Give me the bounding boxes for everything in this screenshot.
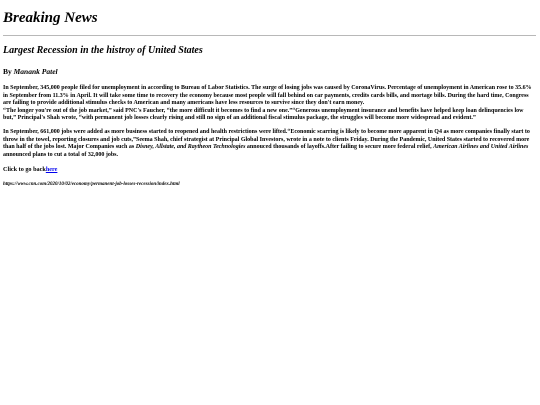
page [0, 0, 540, 188]
author-name: Manank Patel [13, 67, 58, 76]
divider [3, 35, 536, 36]
back-link[interactable]: here [45, 166, 58, 174]
back-text: Click to go back [3, 166, 46, 174]
paragraph-3-text-a: In September, 661,000 jobs were added as more business started to reopened and health restrictions were lifted.“Economic scarring is likely to become more apparent in Q4 as more companies finally start to throw in the towel, reporting closures and job cuts,”Seema Shah, chief strategist at Principal Global Investors, wrote in a note to clients Friday. During the Pandemic, United States started to recovered more than half of the jobs lost. Major Companies such as [3, 128, 530, 151]
byline-prefix: By [3, 67, 14, 76]
article-body [3, 85, 536, 159]
byline [3, 67, 536, 77]
paragraph-2: “The longer you're out of the job market,” said PNC's Faucher, “the more difficult it becomes to find a new one.”“Generous unemployment insurance and benefits have helped keep loan delinquencies low but,” Principal's Shah wrote, “with permanent job losses clearly rising and still no sign of an additional fiscal stimulus package, the struggles will become more widespread and evident.” [3, 107, 524, 122]
back-line [3, 166, 536, 174]
page-title: Breaking News [3, 10, 98, 26]
paragraph-1: In September, 345,000 people filed for unemployment in according to Bureau of Labor Statistics. The surge of losing jobs was caused by CoronaVirus. Percentage of unemployment in American rose to 35.6% in September from 11.3% in April. It will take some time to recovery the economy because most people will fall behind on car payments, credits cards bills, and mortage bills. During the hard time, Congress are failing to provide additional stimulus checks to American and many americans have less resources to survive since they don't earn money. [3, 85, 532, 107]
companies-mention: Disney, Allstate, and Raytheon Technologies [135, 144, 246, 151]
article-headline: Largest Recession in the histroy of United States [3, 45, 203, 56]
paragraph-3-text-b: annouced thousands of layoffs.After failing to secure more federal relief, [245, 144, 434, 151]
paragraph-3 [3, 129, 536, 159]
source-url: https://www.cnn.com/2020/10/02/economy/permanent-job-losses-recession/index.html [3, 182, 180, 188]
airlines-mention: American Airlines and United Airlines [433, 144, 529, 151]
paragraph-3-text-c: announced plans to cut a total of 32,000 jobs. [3, 151, 119, 158]
